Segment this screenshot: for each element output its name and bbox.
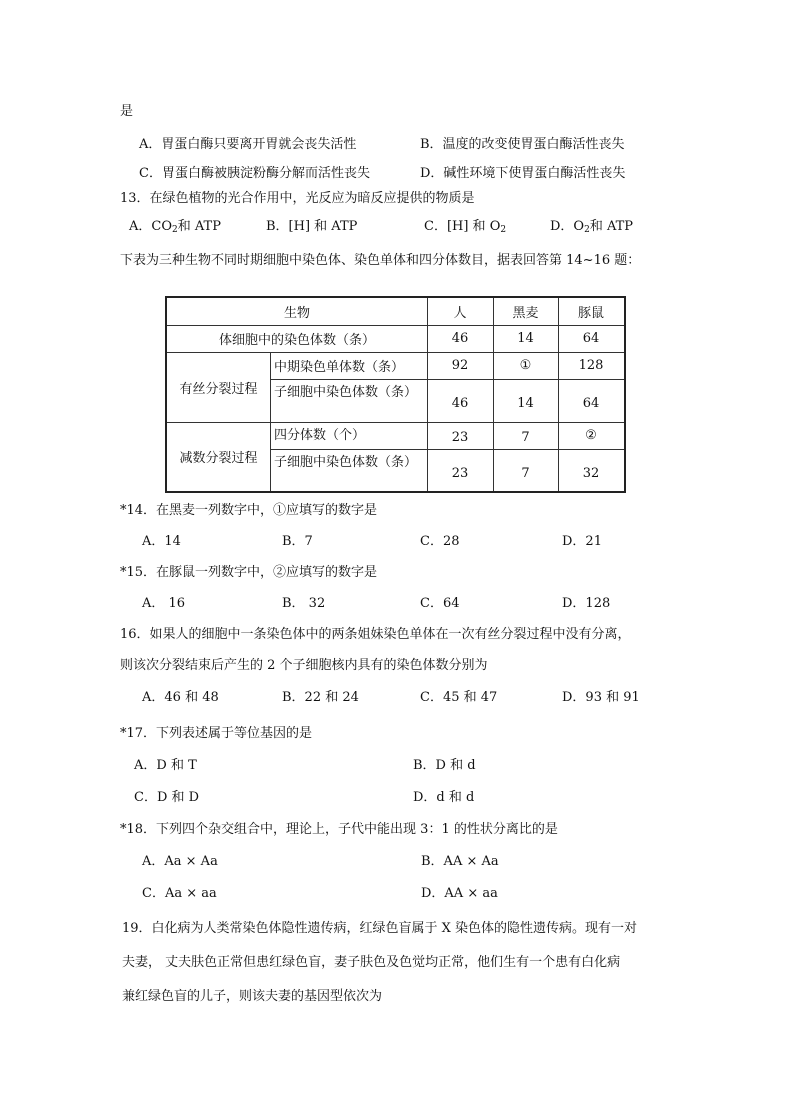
cell-mitosis-daughter-guinea-pig: 64 <box>582 396 600 411</box>
q14-option-d: D．21 <box>562 534 602 549</box>
cell-meiosis-tetrad-guinea-pig: ② <box>585 428 597 443</box>
cell-mitosis-metaphase-guinea-pig: 128 <box>578 358 604 373</box>
q15-stem: *15．在豚鼠一列数字中，②应填写的数字是 <box>120 565 378 580</box>
q16-stem-line2: 则该次分裂结束后产生的 2 个子细胞核内具有的染色体数分别为 <box>120 658 488 673</box>
table-intro: 下表为三种生物不同时期细胞中染色体、染色单体和四分体数目，据表回答第 14~16 题： <box>120 253 641 268</box>
q17-option-a: A．D 和 T <box>134 758 197 773</box>
row-meiosis-tetrad-label: 四分体数（个） <box>274 427 366 443</box>
cell-somatic-guinea-pig: 64 <box>582 331 600 346</box>
q15-option-a: A． 16 <box>142 596 186 611</box>
q17-stem: *17．下列表述属于等位基因的是 <box>120 726 313 741</box>
q18-stem: *18．下列四个杂交组合中，理论上，子代中能出现 3：1 的性状分离比的是 <box>120 822 558 837</box>
q19-stem-line1: 19．白化病为人类常染色体隐性遗传病，红绿色盲属于 X 染色体的隐性遗传病。现有一对 <box>122 921 638 936</box>
row-somatic-label: 体细胞中的染色体数（条） <box>218 333 375 348</box>
q16-stem-line1: 16．如果人的细胞中一条染色体中的两条姐妹染色单体在一次有丝分裂过程中没有分离， <box>120 627 631 642</box>
group-meiosis-label: 减数分裂过程 <box>179 451 258 466</box>
chromosome-table <box>165 296 626 493</box>
q14-option-a: A．14 <box>142 534 181 549</box>
row-meiosis-daughter-label: 子细胞中染色体数（条） <box>274 454 418 470</box>
cell-mitosis-metaphase-human: 92 <box>451 358 469 373</box>
row-mitosis-daughter-label: 子细胞中染色体数（条） <box>274 384 418 400</box>
q14-option-c: C．28 <box>420 534 460 549</box>
q15-option-d: D．128 <box>562 596 611 611</box>
cell-mitosis-daughter-human: 46 <box>451 396 469 411</box>
q18-option-d: D．AA × aa <box>421 886 498 901</box>
q15-option-c: C．64 <box>420 596 460 611</box>
q12-option-a: A．胃蛋白酶只要离开胃就会丧失活性 <box>139 137 357 152</box>
q12-stem-continuation: 是 <box>120 104 134 119</box>
cell-somatic-rye: 14 <box>517 331 534 346</box>
q17-option-d: D．d 和 d <box>413 790 475 805</box>
q18-option-b: B．AA × Aa <box>421 854 499 869</box>
cell-mitosis-daughter-rye: 14 <box>517 396 534 411</box>
q18-option-c: C．Aa × aa <box>142 886 217 901</box>
cell-meiosis-daughter-guinea-pig: 32 <box>582 465 600 481</box>
row-mitosis-metaphase-label: 中期染色单体数（条） <box>274 360 405 375</box>
q17-option-b: B．D 和 d <box>413 758 476 773</box>
q13-stem: 13．在绿色植物的光合作用中，光反应为暗反应提供的物质是 <box>120 191 475 206</box>
q16-option-a: A．46 和 48 <box>142 690 219 705</box>
q17-option-c: C．D 和 D <box>134 790 200 805</box>
header-organism: 生物 <box>283 306 310 321</box>
cell-meiosis-daughter-human: 23 <box>451 465 469 481</box>
q19-stem-line2: 夫妻， 丈夫肤色正常但患红绿色盲，妻子肤色及色觉均正常，他们生有一个患有白化病 <box>122 955 621 970</box>
q13-option-d: D．$O_2$和 ATP <box>550 219 634 235</box>
q12-option-c: C．胃蛋白酶被胰淀粉酶分解而活性丧失 <box>139 166 370 181</box>
q18-option-a: A．Aa × Aa <box>142 854 218 869</box>
q13-option-c: C．[H] 和 $O_2$ <box>424 219 507 235</box>
q16-option-d: D．93 和 91 <box>562 690 640 705</box>
q16-option-c: C．45 和 47 <box>420 690 498 705</box>
header-rye: 黑麦 <box>512 306 539 321</box>
cell-somatic-human: 46 <box>451 331 469 346</box>
q19-stem-line3: 兼红绿色盲的儿子，则该夫妻的基因型依次为 <box>122 989 383 1004</box>
q14-option-b: B．7 <box>282 534 313 549</box>
q15-option-b: B． 32 <box>282 596 326 611</box>
q12-option-b: B．温度的改变使胃蛋白酶活性丧失 <box>420 137 625 152</box>
group-mitosis-label: 有丝分裂过程 <box>179 381 258 397</box>
q13-option-b: B．[H] 和 ATP <box>266 219 358 234</box>
cell-meiosis-daughter-rye: 7 <box>521 465 530 481</box>
cell-mitosis-metaphase-rye: ① <box>519 358 532 373</box>
q16-option-b: B．22 和 24 <box>282 690 359 705</box>
q14-stem: *14．在黑麦一列数字中，①应填写的数字是 <box>120 503 378 518</box>
header-guinea-pig: 豚鼠 <box>577 306 604 321</box>
q13-option-a: A．$CO_2$和 ATP <box>129 219 221 235</box>
q12-option-d: D．碱性环境下使胃蛋白酶活性丧失 <box>420 166 626 181</box>
header-human: 人 <box>453 306 467 321</box>
cell-meiosis-tetrad-rye: 7 <box>521 430 530 445</box>
cell-meiosis-tetrad-human: 23 <box>451 430 469 445</box>
